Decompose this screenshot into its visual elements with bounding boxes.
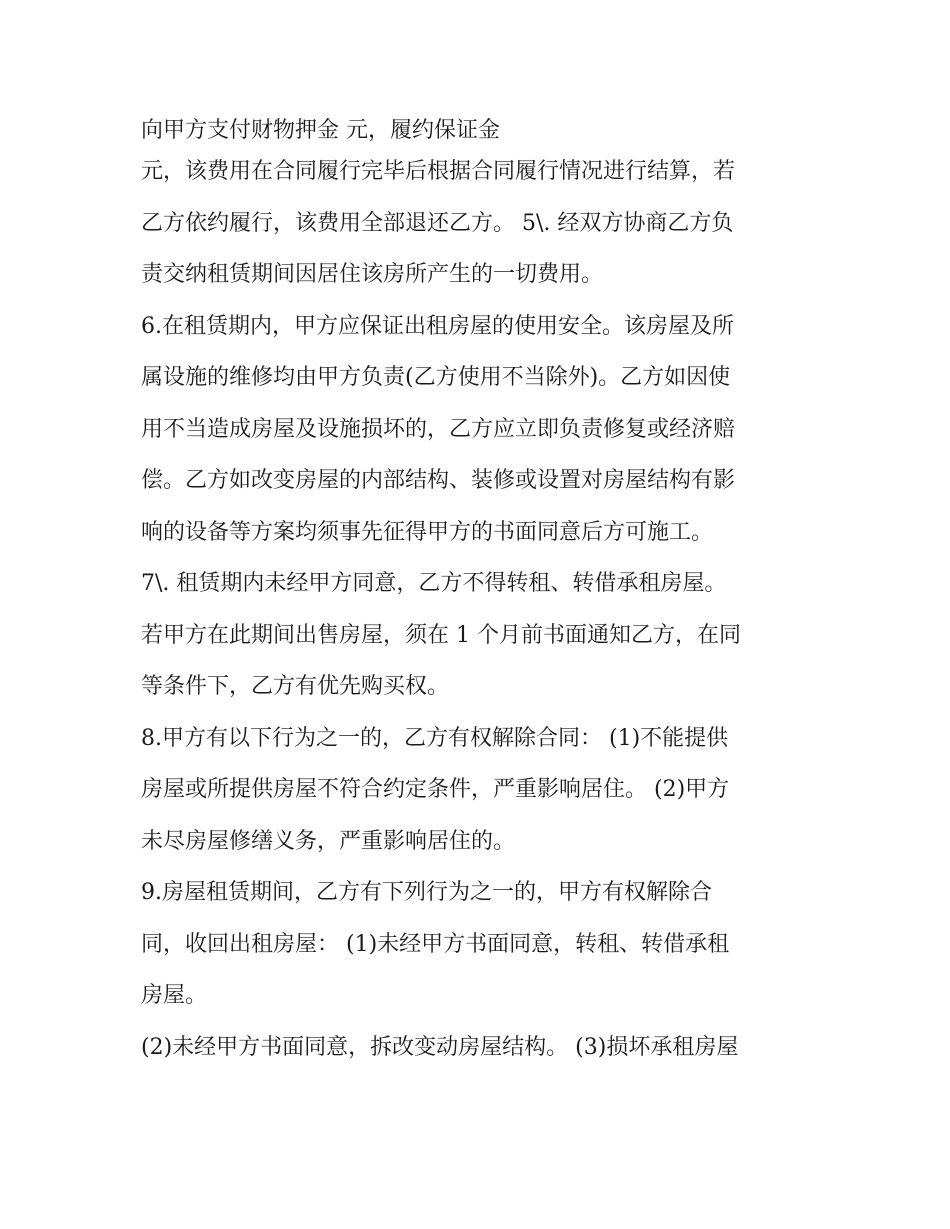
text-line: 用不当造成房屋及设施损坏的，乙方应立即负责修复或经济赔 [141,416,736,442]
text-line: (2)未经甲方书面同意，拆改变动房屋结构。 (3)损坏承租房屋 [141,1034,739,1060]
text-line: 属设施的维修均由甲方负责(乙方使用不当除外)。乙方如因使 [141,365,731,390]
text-line: 等条件下，乙方有优先购买权。 [141,674,450,699]
text-line: 房屋或所提供房屋不符合约定条件，严重影响居住。 (2)甲方 [141,777,730,802]
text-line: 响的设备等方案均须事先征得甲方的书面同意后方可施工。 [141,519,714,545]
text-line: 7\. 租赁期内未经甲方同意，乙方不得转租、转借承租房屋。 [141,571,727,596]
document-body [141,109,821,1077]
text-line: 元，该费用在合同履行完毕后根据合同履行情况进行结算，若 [141,159,736,184]
text-line: 责交纳租赁期间因居住该房所产生的一切费用。 [141,262,604,287]
text-line: 同，收回出租房屋： (1)未经甲方书面同意，转租、转借承租 [141,931,730,957]
text-line: 未尽房屋修缮义务，严重影响居住的。 [141,828,516,854]
text-line: 若甲方在此期间出售房屋，须在 1 个月前书面通知乙方，在同 [141,622,741,648]
text-line: 8.甲方有以下行为之一的，乙方有权解除合同： (1)不能提供 [141,725,729,751]
text-line: 乙方依约履行，该费用全部退还乙方。 5\. 经双方协商乙方负 [141,210,734,236]
text-line: 房屋。 [141,983,208,1008]
text-line: 向甲方支付财物押金 元，履约保证金 [141,118,500,143]
text-line: 偿。乙方如改变房屋的内部结构、装修或设置对房屋结构有影 [141,468,736,493]
text-line: 6.在租赁期内，甲方应保证出租房屋的使用安全。该房屋及所 [141,313,734,339]
text-line: 9.房屋租赁期间，乙方有下列行为之一的，甲方有权解除合 [141,880,712,905]
